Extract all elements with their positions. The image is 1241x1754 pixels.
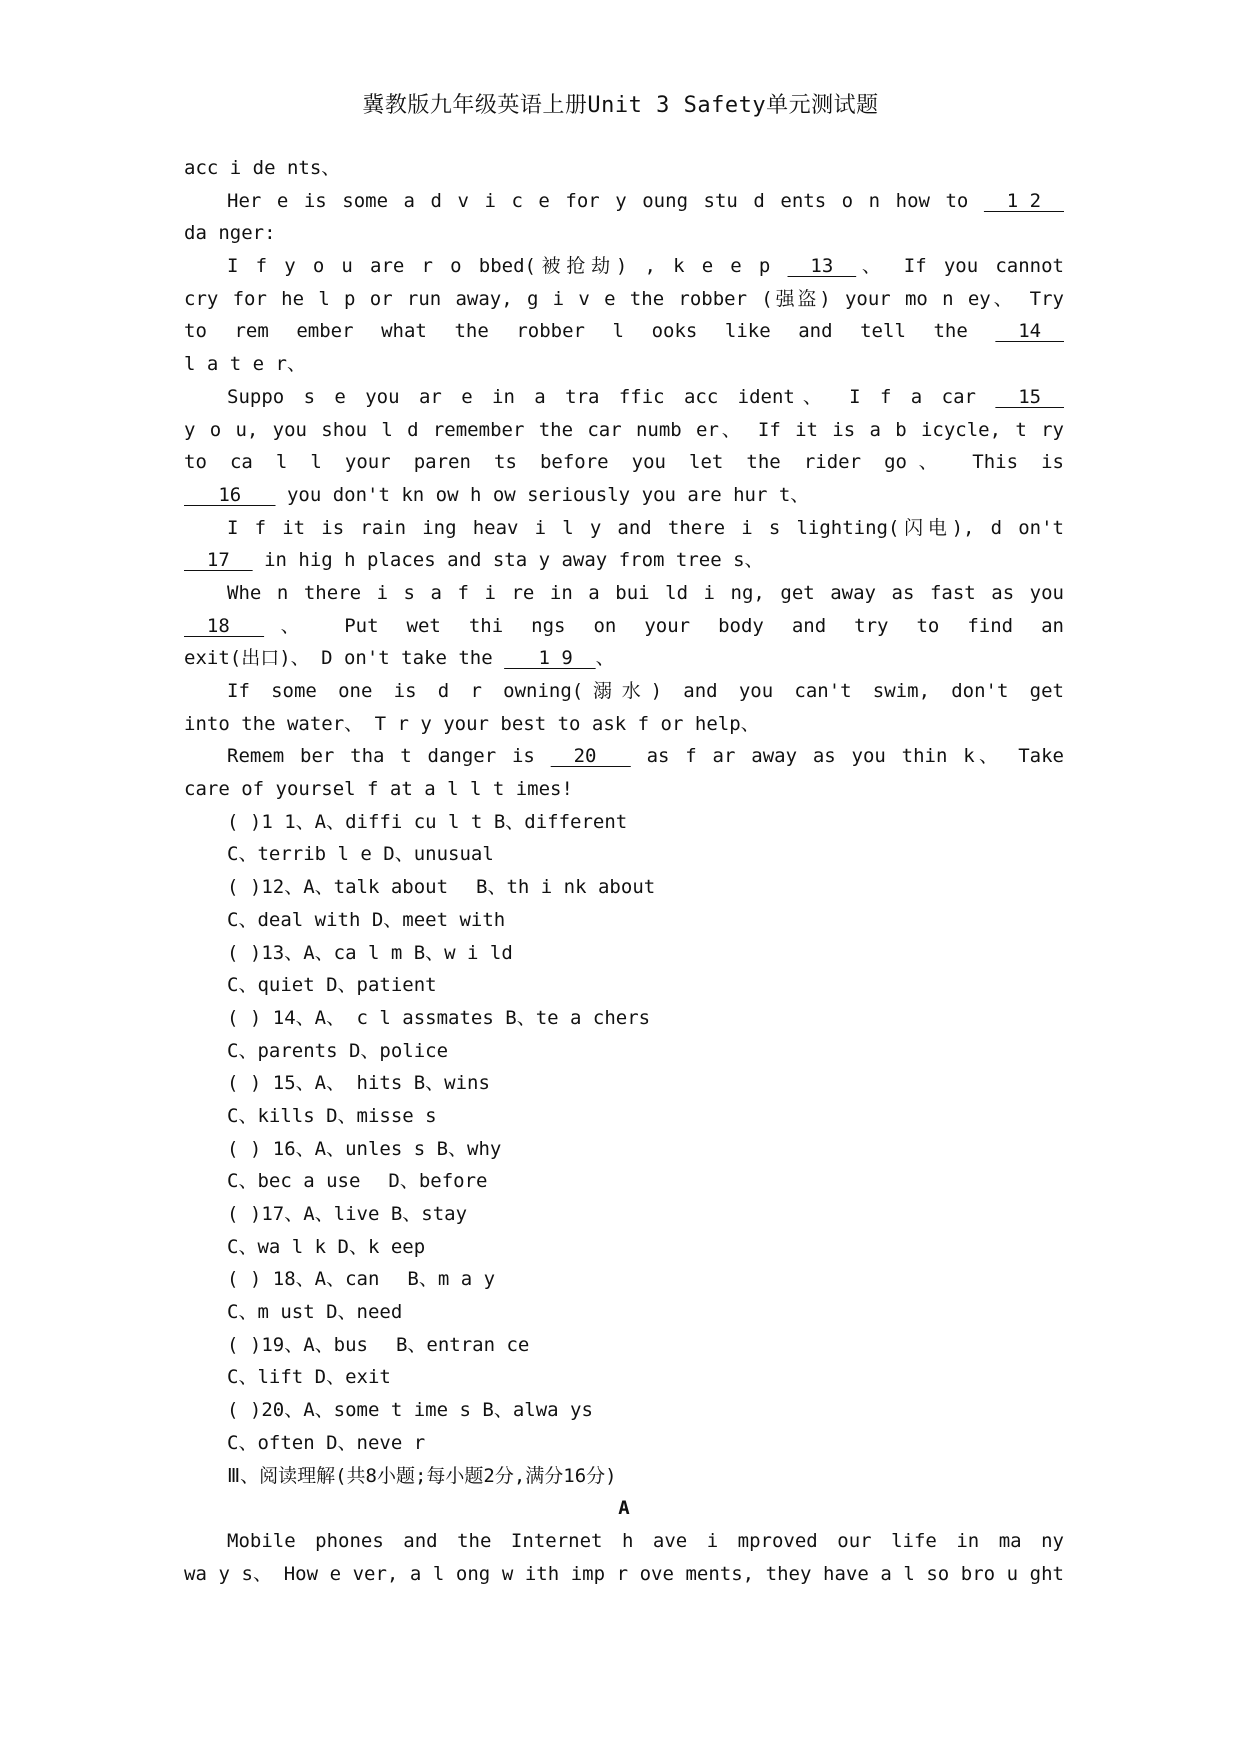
option-d: D、before — [388, 1170, 488, 1193]
section-heading: Ⅲ、阅读理解(共8小题;每小题2分,满分16分) — [227, 1464, 617, 1487]
option-d: D、need — [326, 1301, 403, 1324]
text-line — [184, 610, 1064, 643]
option-d: D、k eep — [337, 1235, 426, 1258]
question-19 — [184, 1329, 1064, 1362]
question-number: ( ) 14、 — [227, 1006, 315, 1029]
question-11 — [184, 806, 1064, 839]
text-segment: as f ar away as you thin k、 Take — [646, 745, 1064, 768]
blank-12: 1 2 — [983, 189, 1064, 212]
passage-label: A — [618, 1497, 630, 1520]
option-d: D、meet with — [371, 908, 506, 931]
question-number: ( ) 18、 — [227, 1268, 315, 1291]
question-number: ( )17、 — [227, 1203, 304, 1225]
text-line — [184, 479, 1064, 512]
text-segment: you don't kn ow h ow seriously you are hur t、 — [275, 483, 810, 506]
question-17-cd — [184, 1231, 1064, 1264]
text-line: y o u, you shou l d remember the car numb er、 If it is a b icycle, t ry — [184, 418, 1064, 441]
option-a: A、 hits — [314, 1072, 403, 1095]
text-line — [184, 642, 1064, 675]
question-number: ( )19、 — [227, 1333, 304, 1356]
text-line: l a t e r、 — [184, 353, 306, 376]
option-c: C、often — [227, 1431, 315, 1454]
option-b: B、m a y — [407, 1268, 496, 1291]
question-20 — [184, 1394, 1064, 1427]
blank-19: 1 9 — [504, 647, 596, 670]
blank-14: 14 — [995, 320, 1064, 343]
blank-13: 13 — [787, 255, 857, 278]
option-d: D、police — [348, 1039, 449, 1062]
option-a: A、bus — [303, 1333, 368, 1356]
page-title: 冀教版九年级英语上册Unit 3 Safety单元测试题 — [362, 93, 879, 118]
paragraph-advice — [184, 185, 1064, 218]
option-a: A、some t ime s — [303, 1399, 471, 1422]
document-body — [184, 152, 1064, 1590]
question-11-cd — [184, 838, 1064, 871]
blank-16: 16 — [184, 483, 276, 506]
text-line — [184, 544, 1064, 577]
question-number: ( ) 16、 — [227, 1137, 315, 1160]
option-d: D、neve r — [326, 1431, 426, 1454]
text-segment: to rem ember what the robber l ooks like and tell the — [184, 320, 968, 343]
option-c: C、wa l k — [227, 1235, 327, 1258]
question-15-cd — [184, 1100, 1064, 1133]
option-b: B、alwa ys — [482, 1399, 593, 1422]
text-line: care of yoursel f at a l l t imes! — [184, 778, 573, 801]
option-d: D、unusual — [383, 843, 494, 866]
text-line: da nger: — [184, 222, 276, 245]
option-a: A、unles s — [314, 1137, 426, 1160]
question-19-cd — [184, 1361, 1064, 1394]
question-16 — [184, 1133, 1064, 1166]
question-18 — [184, 1263, 1064, 1296]
text-segment: exit(出口)、 D on't take the — [184, 647, 493, 670]
option-c: C、kills — [227, 1104, 315, 1127]
text-segment: I f y o u are r o bbed(被抢劫) , k e e p — [227, 255, 771, 278]
question-15 — [184, 1067, 1064, 1100]
paragraph-traffic — [184, 381, 1064, 414]
option-a: A、ca l m — [303, 941, 403, 964]
question-14-cd — [184, 1035, 1064, 1068]
text-segment: 、 Put wet thi ngs on your body and try to find an — [264, 614, 1064, 637]
question-number: ( )20、 — [227, 1399, 304, 1422]
option-a: A、can — [314, 1268, 380, 1291]
option-b: B、w i ld — [413, 941, 513, 964]
option-b: B、stay — [390, 1203, 468, 1225]
question-number: ( )12、 — [227, 876, 304, 899]
option-b: B、wins — [413, 1072, 490, 1095]
option-d: D、patient — [326, 974, 437, 997]
paragraph-robbed — [184, 250, 1064, 283]
option-b: B、th i nk about — [476, 876, 656, 899]
text-segment: Her e is some a d v i c e for y oung stu d ents o n how to — [227, 189, 969, 212]
question-13 — [184, 937, 1064, 970]
option-d: D、exit — [314, 1366, 391, 1389]
question-18-cd — [184, 1296, 1064, 1329]
option-a: A、diffi cu l t — [314, 810, 483, 833]
text-segment: in hig h places and sta y away from tree s、 — [252, 549, 764, 572]
paragraph-lightning: I f it is rain ing heav i l y and there i s lighting(闪电), d on't — [227, 516, 1064, 539]
option-c: C、bec a use — [227, 1170, 361, 1193]
question-17 — [184, 1198, 1064, 1231]
question-13-cd — [184, 969, 1064, 1002]
text-line: acc i de nts、 — [184, 157, 341, 179]
question-number: ( )1 1、 — [227, 810, 315, 833]
question-16-cd — [184, 1165, 1064, 1198]
blank-18: 18 — [184, 614, 265, 637]
question-number: ( )13、 — [227, 941, 304, 964]
blank-20: 20 — [550, 745, 631, 768]
question-12 — [184, 871, 1064, 904]
option-a: A、 c l assmates — [314, 1006, 494, 1029]
question-12-cd — [184, 904, 1064, 937]
option-d: D、misse s — [326, 1104, 437, 1127]
option-a: A、talk about — [303, 876, 449, 899]
option-c: C、terrib l e — [227, 843, 372, 866]
question-20-cd — [184, 1427, 1064, 1460]
option-a: A、live — [303, 1203, 380, 1225]
blank-17: 17 — [184, 549, 253, 572]
text-segment: 、 If you cannot — [856, 255, 1064, 278]
passage-line: Mobile phones and the Internet h ave i mproved our life in ma ny — [227, 1529, 1064, 1552]
option-c: C、m ust — [227, 1301, 315, 1324]
option-b: B、te a chers — [505, 1006, 651, 1029]
text-line: into the water、 T r y your best to ask f or help、 — [184, 712, 760, 735]
option-c: C、deal with — [227, 908, 361, 931]
text-line — [184, 315, 1064, 348]
paragraph-remember — [184, 740, 1064, 773]
option-b: B、different — [493, 810, 628, 833]
text-line: cry for he l p or run away, g i v e the robber (强盗) your mo n ey、 Try — [184, 287, 1064, 310]
option-b: B、why — [436, 1137, 502, 1160]
paragraph-fire: Whe n there i s a f i re in a bui ld i ng, get away as fast as you — [227, 581, 1064, 604]
question-number: ( ) 15、 — [227, 1072, 315, 1095]
option-b: B、entran ce — [395, 1333, 530, 1356]
blank-15: 15 — [995, 385, 1064, 408]
text-segment: 、 — [595, 647, 615, 670]
passage-line: wa y s、 How e ver, a l ong w ith imp r ove ments, they have a l so bro u ght — [184, 1562, 1064, 1585]
text-segment: Suppo s e you ar e in a tra ffic acc ident、 I f a car — [227, 385, 976, 408]
question-14 — [184, 1002, 1064, 1035]
option-c: C、quiet — [227, 974, 315, 997]
paragraph-drowning: If some one is d r owning(溺水) and you can't swim, don't get — [227, 680, 1064, 702]
text-segment: Remem ber tha t danger is — [227, 745, 535, 768]
option-c: C、parents — [227, 1039, 338, 1062]
option-c: C、lift — [227, 1366, 304, 1389]
text-line: to ca l l your paren ts before you let the rider go、 This is — [184, 451, 1064, 474]
